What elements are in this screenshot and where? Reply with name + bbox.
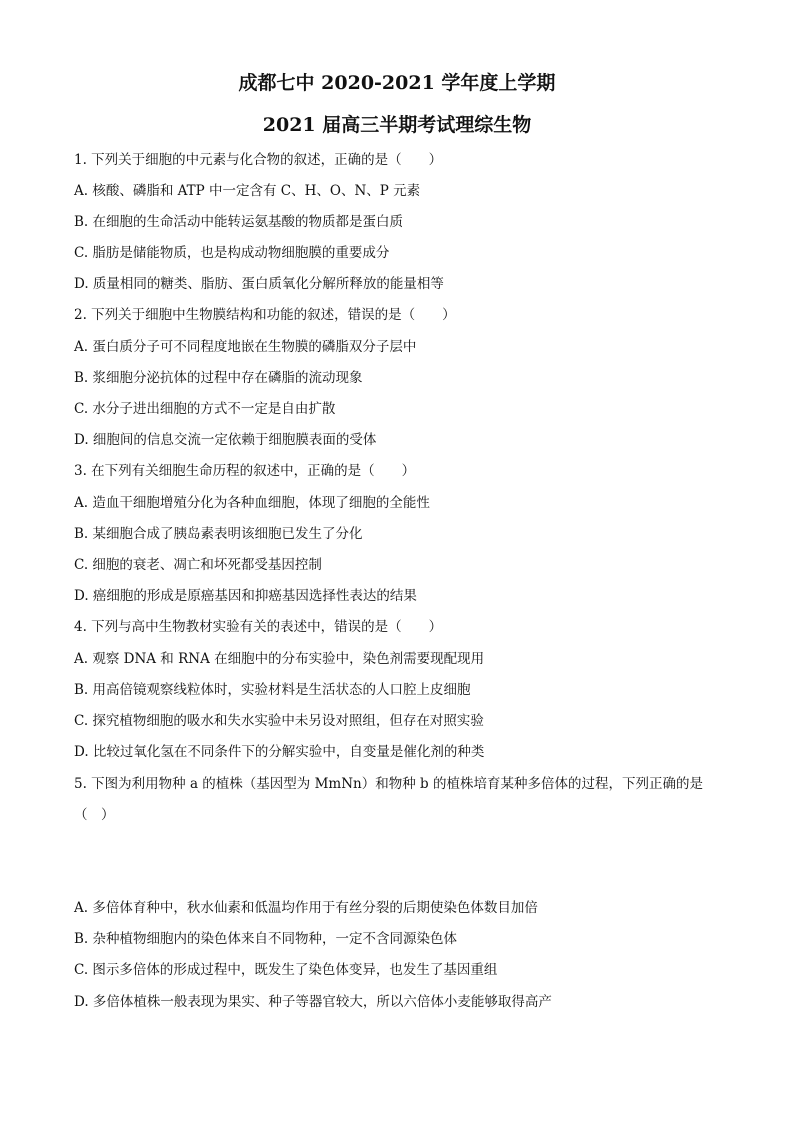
question-4-option-d: D. 比较过氧化氢在不同条件下的分解实验中，自变量是催化剂的种类 bbox=[74, 744, 485, 760]
question-1-option-b: B. 在细胞的生命活动中能转运氨基酸的物质都是蛋白质 bbox=[74, 214, 404, 230]
question-2-option-b: B. 浆细胞分泌抗体的过程中存在磷脂的流动现象 bbox=[74, 370, 363, 386]
question-4-option-c: C. 探究植物细胞的吸水和失水实验中未另设对照组，但存在对照实验 bbox=[74, 713, 484, 729]
question-4-option-a: A. 观察 DNA 和 RNA 在细胞中的分布实验中，染色剂需要现配现用 bbox=[74, 651, 485, 667]
question-2-option-c: C. 水分子进出细胞的方式不一定是自由扩散 bbox=[74, 401, 336, 417]
question-2-option-a: A. 蛋白质分子可不同程度地嵌在生物膜的磷脂双分子层中 bbox=[74, 339, 417, 355]
question-1-option-d: D. 质量相同的糖类、脂肪、蛋白质氧化分解所释放的能量相等 bbox=[74, 276, 444, 292]
question-2-stem: 2. 下列关于细胞中生物膜结构和功能的叙述，错误的是（ ） bbox=[74, 307, 456, 323]
question-5-figure-area bbox=[74, 830, 714, 890]
question-3-option-d: D. 癌细胞的形成是原癌基因和抑癌基因选择性表达的结果 bbox=[74, 588, 417, 604]
question-2-option-d: D. 细胞间的信息交流一定依赖于细胞膜表面的受体 bbox=[74, 432, 377, 448]
question-5-option-a: A. 多倍体育种中，秋水仙素和低温均作用于有丝分裂的后期使染色体数目加倍 bbox=[74, 900, 538, 916]
question-4-stem: 4. 下列与高中生物教材实验有关的表述中，错误的是（ ） bbox=[74, 619, 443, 635]
exam-title-line2: 2021 届高三半期考试理综生物 bbox=[262, 114, 532, 136]
question-5-option-b: B. 杂种植物细胞内的染色体来自不同物种，一定不含同源染色体 bbox=[74, 931, 458, 947]
question-3-option-c: C. 细胞的衰老、凋亡和坏死都受基因控制 bbox=[74, 557, 322, 573]
exam-title-line1: 成都七中 2020-2021 学年度上学期 bbox=[238, 72, 556, 94]
question-4-option-b: B. 用高倍镜观察线粒体时，实验材料是生活状态的人口腔上皮细胞 bbox=[74, 682, 471, 698]
question-1-option-c: C. 脂肪是储能物质，也是构成动物细胞膜的重要成分 bbox=[74, 245, 390, 261]
question-3-option-a: A. 造血干细胞增殖分化为各种血细胞，体现了细胞的全能性 bbox=[74, 495, 430, 511]
question-3-stem: 3. 在下列有关细胞生命历程的叙述中，正确的是（ ） bbox=[74, 463, 416, 479]
question-5-option-c: C. 图示多倍体的形成过程中，既发生了染色体变异，也发生了基因重组 bbox=[74, 962, 498, 978]
question-5-stem-continued: （ ） bbox=[74, 807, 115, 823]
question-3-option-b: B. 某细胞合成了胰岛素表明该细胞已发生了分化 bbox=[74, 526, 363, 542]
question-5-option-d: D. 多倍体植株一般表现为果实、种子等器官较大，所以六倍体小麦能够取得高产 bbox=[74, 994, 552, 1010]
question-5-stem: 5. 下图为利用物种 a 的植株（基因型为 MmNn）和物种 b 的植株培育某种多倍体的过程，下列正确的是 bbox=[74, 776, 703, 792]
question-1-stem: 1. 下列关于细胞的中元素与化合物的叙述，正确的是（ ） bbox=[74, 152, 443, 168]
question-1-option-a: A. 核酸、磷脂和 ATP 中一定含有 C、H、O、N、P 元素 bbox=[74, 183, 421, 199]
